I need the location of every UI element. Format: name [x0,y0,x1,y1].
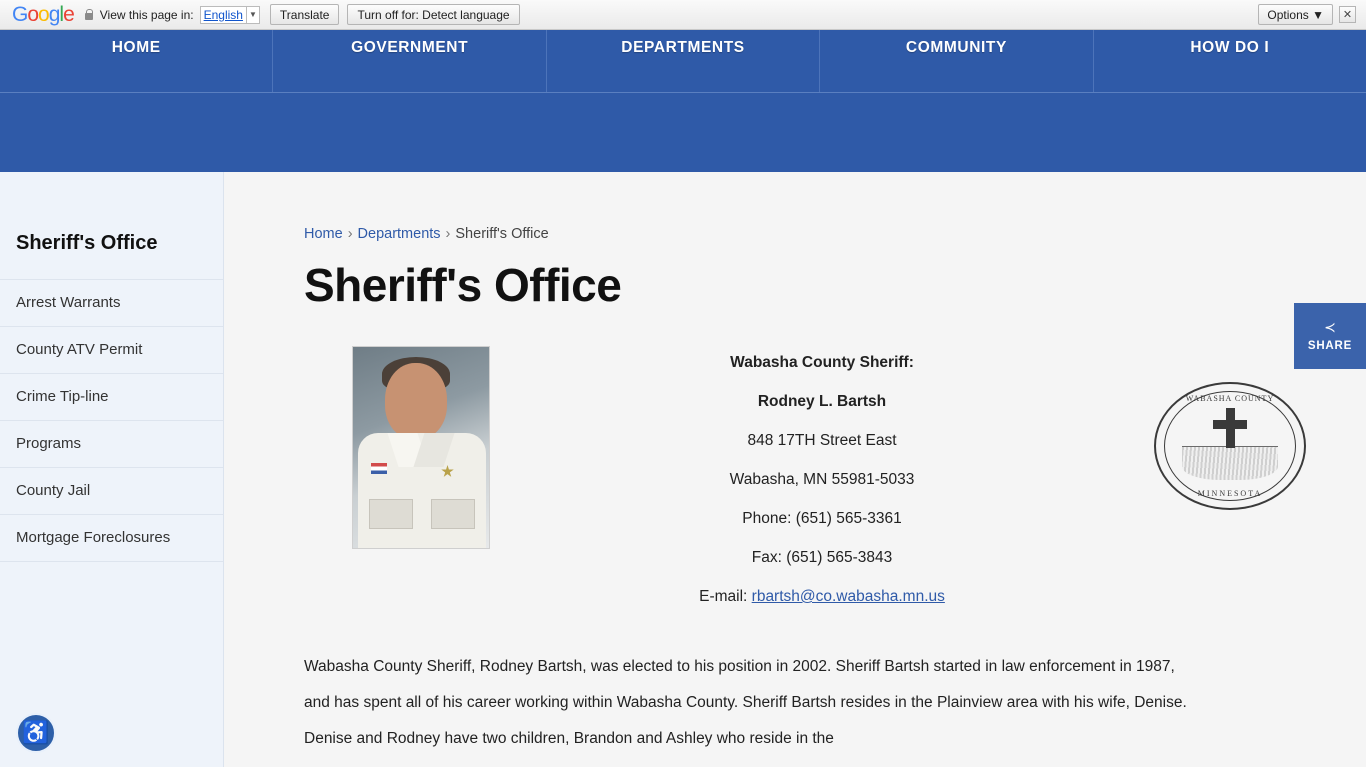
page-body [0,172,1366,767]
sidebar-item-arrest-warrants[interactable]: Arrest Warrants [0,279,223,327]
contact-name: Rodney L. Bartsh [757,393,887,410]
sheriff-biography-text: Wabasha County Sheriff, Rodney Bartsh, was elected to his position in 2002. Sheriff Bartsh started in law enforcement in 1987, and has spent all of his career working within Wabasha County. Sheriff Bartsh resides in the Plainview area with his wife, Denise. Denise and Rodney have two children, Brandon and Ashley who reside in the [304,658,1187,747]
sidebar-item-programs[interactable]: Programs [0,421,223,468]
breadcrumb-separator-1: › [347,226,353,242]
translate-bar-right-group [1258,4,1360,25]
primary-navigation [0,30,1366,92]
county-seal-image [1154,382,1306,510]
contact-email-label: E-mail: [699,588,748,605]
sheriff-portrait-image [352,346,490,549]
close-icon[interactable]: ✕ [1339,6,1356,23]
sheriff-contact-block [500,346,1144,627]
nav-item-home[interactable]: HOME [0,30,273,92]
breadcrumb-home[interactable]: Home [304,226,343,242]
translate-options-button[interactable]: Options ▼ [1258,4,1333,25]
breadcrumb-departments[interactable]: Departments [357,226,441,242]
contact-title: Wabasha County Sheriff: [730,354,914,371]
sidebar-item-county-jail[interactable]: County Jail [0,468,223,515]
google-logo: Google [12,3,74,26]
nav-item-community[interactable]: COMMUNITY [820,30,1093,92]
seal-top-text: WABASHA COUNTY [1185,394,1275,403]
nav-item-departments[interactable]: DEPARTMENTS [547,30,820,92]
contact-email-line [500,588,1144,606]
contact-address-line-2: Wabasha, MN 55981-5033 [729,471,915,488]
share-label: SHARE [1307,340,1353,352]
contact-email-link[interactable]: rbartsh@co.wabasha.mn.us [751,588,945,605]
sidebar [0,172,224,767]
breadcrumb-separator-2: › [445,226,451,242]
translate-button[interactable]: Translate [270,4,340,25]
turn-off-translation-button[interactable]: Turn off for: Detect language [347,4,519,25]
sidebar-item-county-atv-permit[interactable]: County ATV Permit [0,327,223,374]
language-select-value: English [203,7,243,22]
translate-view-label: View this page in: [99,7,194,22]
share-icon: ≺ [1324,319,1336,335]
sidebar-heading: Sheriff's Office [16,232,158,254]
sidebar-item-crime-tip-line[interactable]: Crime Tip-line [0,374,223,421]
contact-address-line-1: 848 17TH Street East [747,432,897,449]
share-button[interactable] [1294,303,1366,369]
nav-item-government[interactable]: GOVERNMENT [273,30,546,92]
sheriff-info-row [304,346,1366,627]
breadcrumb-current: Sheriff's Office [455,226,549,242]
nav-item-how-do-i[interactable]: HOW DO I [1190,39,1270,56]
google-translate-bar [0,0,1366,30]
seal-bottom-text: MINNESOTA [1197,489,1263,498]
header-banner-band [0,92,1366,172]
sidebar-item-mortgage-foreclosures[interactable]: Mortgage Foreclosures [0,515,223,562]
language-select[interactable] [200,6,260,24]
contact-fax: Fax: (651) 565-3843 [751,549,893,566]
page-title: Sheriff's Office [304,259,622,311]
main-content [224,172,1366,767]
breadcrumb [304,226,1366,242]
accessibility-icon[interactable]: ♿ [16,713,56,753]
chevron-down-icon: ▼ [246,7,257,23]
lock-icon [84,8,94,21]
contact-phone: Phone: (651) 565-3361 [742,510,902,527]
